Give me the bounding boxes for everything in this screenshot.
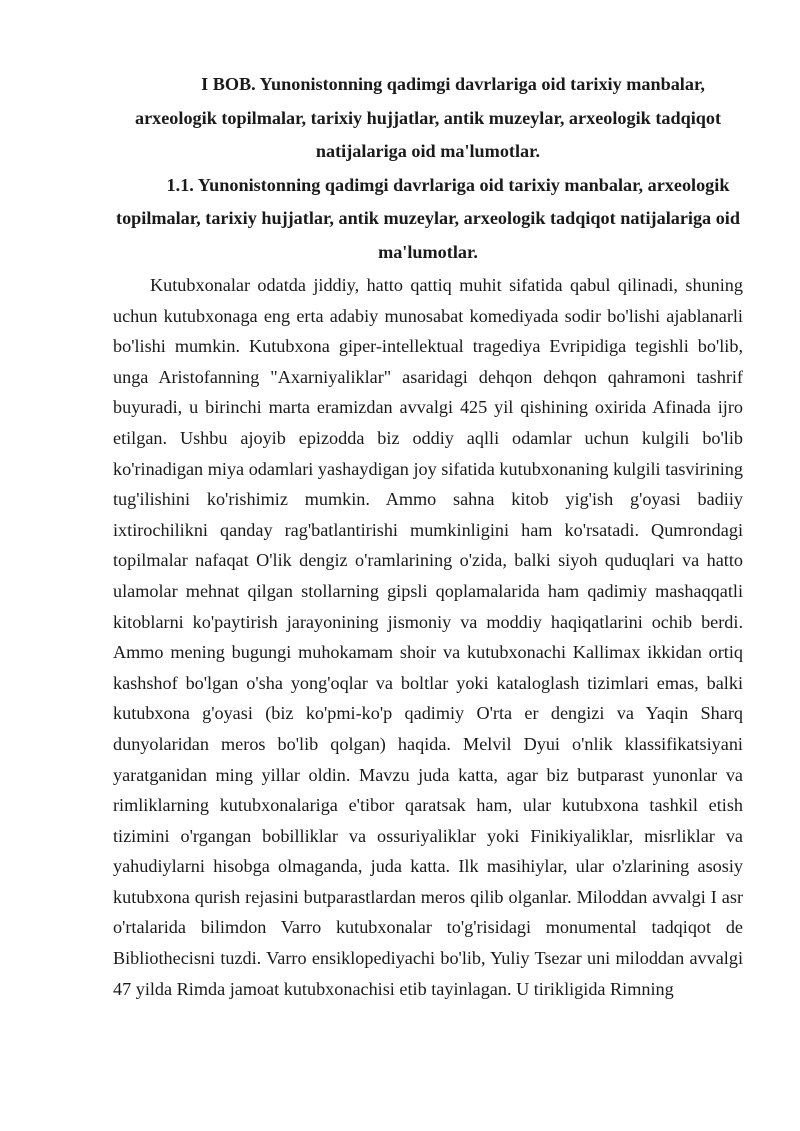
body-paragraph: Kutubxonalar odatda jiddiy, hatto qattiq muhit sifatida qabul qilinadi, shuning uchun kutubxonaga eng erta adabiy munosabat komediyada sodir bo'lishi ajablanarli bo'lishi mumkin. Kutubxona giper-intellektual tragediya Evripidiga tegishli bo'lib, unga Aristofanning "Axarniyaliklar" asaridagi dehqon dehqon qahramoni tashrif buyuradi, u birinchi marta eramizdan avvalgi 425 yil qishining oxirida Afinada ijro etilgan. Ushbu ajoyib epizodda biz oddiy aqlli odamlar uchun kulgili bo'lib ko'rinadigan miya odamlari yashaydigan joy sifatida kutubxonaning kulgili tasvirining tug'ilishini ko'rishimiz mumkin. Ammo sahna kitob yig'ish g'oyasi badiiy ixtirochilikni qanday rag'batlantirishi mumkinligini ham ko'rsatadi. Qumrondagi topilmalar nafaqat O'lik dengiz o'ramlarining o'zida, balki siyoh quduqlari va hatto ulamolar mehnat qilgan stollarning gipsli qoplamalarida ham qadimiy mashaqqatli kitoblarni ko'paytirish jarayonining jismoniy va moddiy haqiqatlarini ochib berdi. Ammo mening bugungi muhokamam shoir va kutubxonachi Kallimax ikkidan ortiq kashshof bo'lgan o'sha yong'oqlar va boltlar yoki kataloglash tizimlari emas, balki kutubxona g'oyasi (biz ko'pmi-ko'p qadimiy O'rta er dengizi va Yaqin Sharq dunyolaridan meros bo'lib qolgan) haqida. Melvil Dyui o'nlik klassifikatsiyani yaratganidan ming yillar oldin. Mavzu juda katta, agar biz butparast yunonlar va rimliklarning kutubxonalariga e'tibor qaratsak ham, ular kutubxona tashkil etish tizimini o'rgangan bobilliklar va ossuriyaliklar yoki Finikiyaliklar, misrliklar va yahudiylarni hisobga olmaganda, juda katta. Ilk masihiylar, ular o'zlarining asosiy kutubxona qurish rejasini butparastlardan meros qilib olganlar. Miloddan avvalgi I asr o'rtalarida bilimdon Varro kutubxonalar to'g'risidagi monumental tadqiqot de Bibliothecisni tuzdi. Varro ensiklopediyachi bo'lib, Yuliy Tsezar uni miloddan avvalgi 47 yilda Rimda jamoat kutubxonachisi etib tayinlagan. U tirikligida Rimning <box>113 275 743 999</box>
document-page <box>113 68 743 1004</box>
section-title: 1.1. Yunonistonning qadimgi davrlariga oid tarixiy manbalar, arxeologik topilmalar, tarixiy hujjatlar, antik muzeylar, arxeologik tadqiqot natijalariga oid ma'lumotlar. <box>116 174 740 262</box>
chapter-title: I BOB. Yunonistonning qadimgi davrlariga oid tarixiy manbalar, arxeologik topilmalar, tarixiy hujjatlar, antik muzeylar, arxeologik tadqiqot natijalariga oid ma'lumotlar. <box>134 74 722 161</box>
